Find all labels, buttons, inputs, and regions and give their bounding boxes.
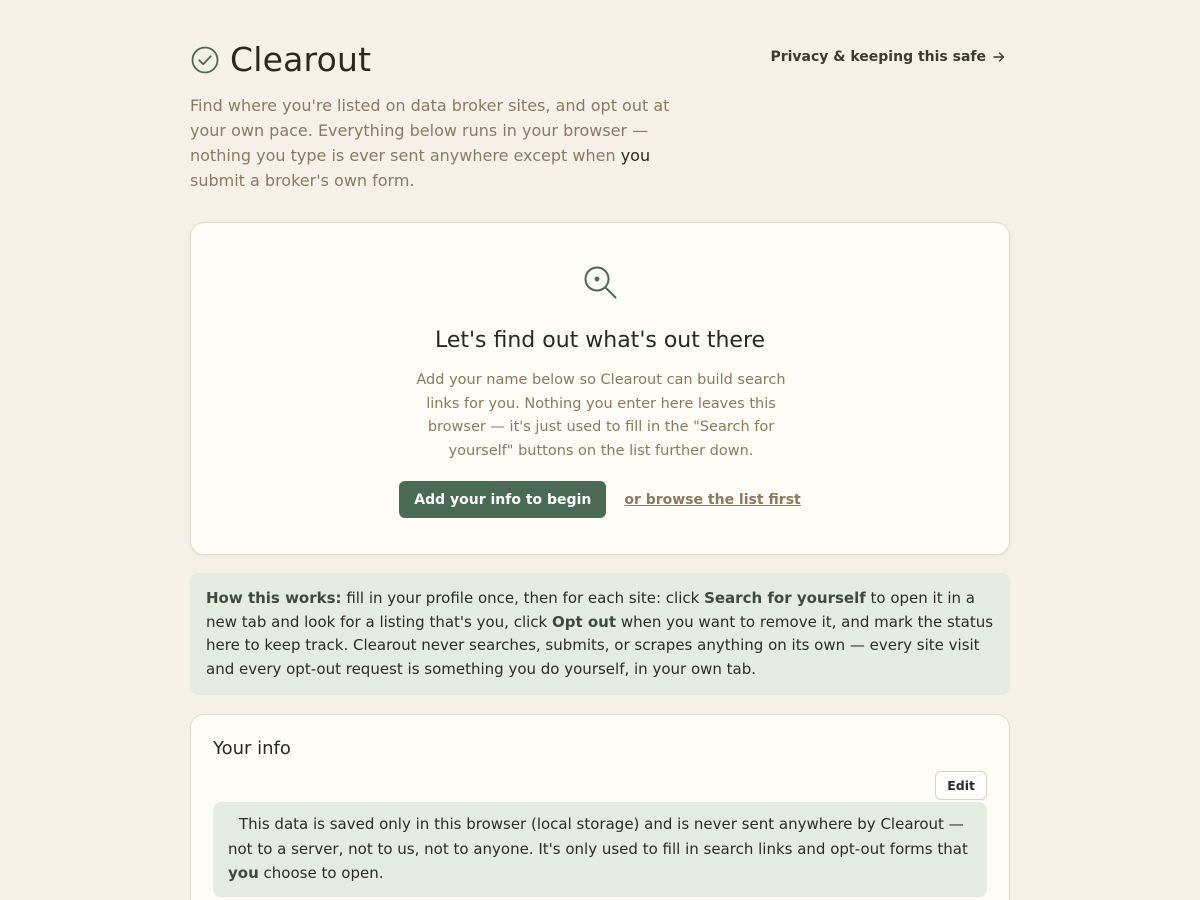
arrow-right-icon xyxy=(993,51,1005,63)
app-title: Clearout xyxy=(230,40,372,79)
check-circle-icon xyxy=(190,45,220,75)
privacy-link-label: Privacy & keeping this safe xyxy=(770,49,986,65)
hero-title: Let's find out what's out there xyxy=(434,328,766,353)
edit-button[interactable]: Edit xyxy=(935,771,987,800)
how-it-works-note xyxy=(190,573,1010,695)
hero-card xyxy=(190,222,1010,555)
your-info-card xyxy=(190,714,1010,900)
howto-optout-label: Opt out xyxy=(552,612,617,631)
privacy-link[interactable] xyxy=(770,49,1005,65)
hero-text: Add your name below so Clearout can build search links for you. Nothing you enter here leaves this browser — it's just used to fill in the "Search for yourself" buttons on the list further down. xyxy=(416,372,786,459)
browse-list-link[interactable]: or browse the list first xyxy=(624,491,801,508)
howto-part3: when you want to remove it, and mark the status here to keep track. Clearout never searches, submits, or scrapes anything on its own — every site visit and every opt-out request is something you do yourself, in your own tab. xyxy=(206,612,994,678)
intro-before: Find where you're listed on data broker sites, and opt out at your own pace. Everything below runs in your browser — nothing you type is ever sent anywhere except when xyxy=(190,96,670,165)
intro-text xyxy=(190,93,690,193)
brand xyxy=(190,40,371,80)
storage-note-before: This data is saved only in this browser (local storage) and is never sent anywhere by Clearout — not to a server, not to us, not to anyone. It's only used to fill in search links and opt-out forms that xyxy=(228,815,968,858)
storage-note-after: choose to open. xyxy=(258,864,384,882)
howto-label: How this works: xyxy=(206,589,342,607)
intro-emphasis: you xyxy=(620,146,651,165)
storage-note-emphasis: you xyxy=(228,864,259,882)
howto-part1: fill in your profile once, then for each site: click xyxy=(341,589,705,607)
magnifier-icon xyxy=(583,265,619,301)
page xyxy=(190,0,1010,900)
howto-part2: to open it in a new tab and look for a listing that's you, click xyxy=(206,589,975,631)
storage-note xyxy=(213,802,987,897)
add-info-button[interactable]: Add your info to begin xyxy=(399,481,606,518)
howto-search-label: Search for yourself xyxy=(704,589,866,607)
intro-after: submit a broker's own form. xyxy=(190,171,415,190)
hero-actions xyxy=(191,481,1009,518)
your-info-title: Your info xyxy=(213,738,291,759)
header xyxy=(190,0,1010,222)
